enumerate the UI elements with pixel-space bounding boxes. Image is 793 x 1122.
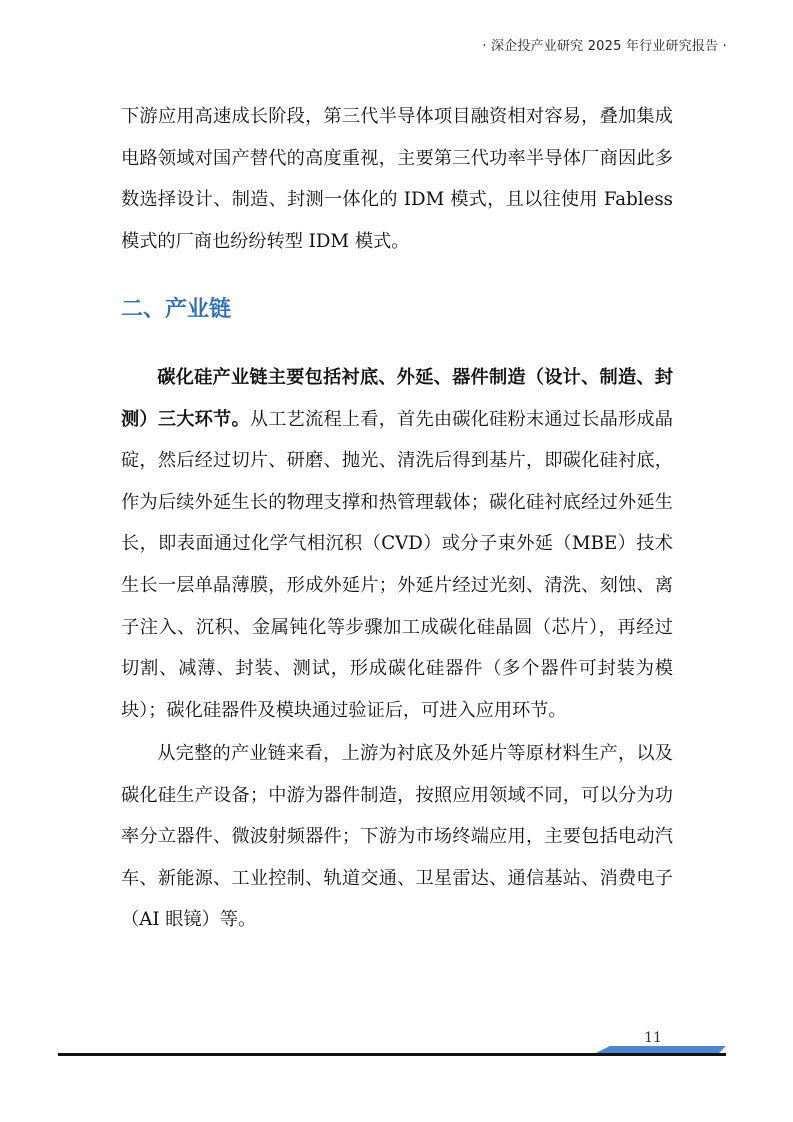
paragraph-body: 从完整的产业链来看，上游为衬底及外延片等原材料生产，以及碳化硅生产设备；中游为器件制造，按照应用领域不同，可以分为功率分立器件、微波射频器件；下游为市场终端应用，主要包括电动汽车、新能源、工业控制、轨道交通、卫星雷达、通信基站、消费电子（AI 眼镜）等。 [121, 743, 673, 931]
paragraph-body: 从工艺流程上看，首先由碳化硅粉末通过长晶形成晶碇，然后经过切片、研磨、抛光、清洗后得到基片，即碳化硅衬底，作为后续外延生长的物理支撑和热管理载体；碳化硅衬底经过外延生长，即表面通过化学气相沉积（CVD）或分子束外延（MBE）技术生长一层单晶薄膜，形成外延片；外延片经过光刻、清洗、刻蚀、离子注入、沉积、金属钝化等步骤加工成碳化硅晶圆（芯片），再经过切割、减薄、封装、测试，形成碳化硅器件（多个器件可封装为模块）；碳化硅器件及模块通过验证后，可进入应用环节。 [121, 408, 673, 721]
continuation-paragraph: 下游应用高速成长阶段，第三代半导体项目融资相对容易，叠加集成电路领域对国产替代的高度重视，主要第三代功率半导体厂商因此多数选择设计、制造、封测一体化的 IDM 模式，且以往使用 Fabless 模式的厂商也纷纷转型 IDM 模式。 [121, 106, 673, 252]
section-title: 二、产业链 [121, 297, 232, 322]
running-header: · 深企投产业研究 2025 年行业研究报告 · [482, 39, 727, 54]
paragraph-upstream-downstream [121, 733, 673, 941]
paragraph-bold-lead: 碳化硅产业链主要包括衬底、外延、器件制造（设计、制造、封测）三大环节。 [121, 367, 673, 430]
paragraph-industry-chain-stages [121, 357, 673, 731]
page-number: 11 [644, 1030, 662, 1046]
footer-rule [58, 1053, 726, 1056]
